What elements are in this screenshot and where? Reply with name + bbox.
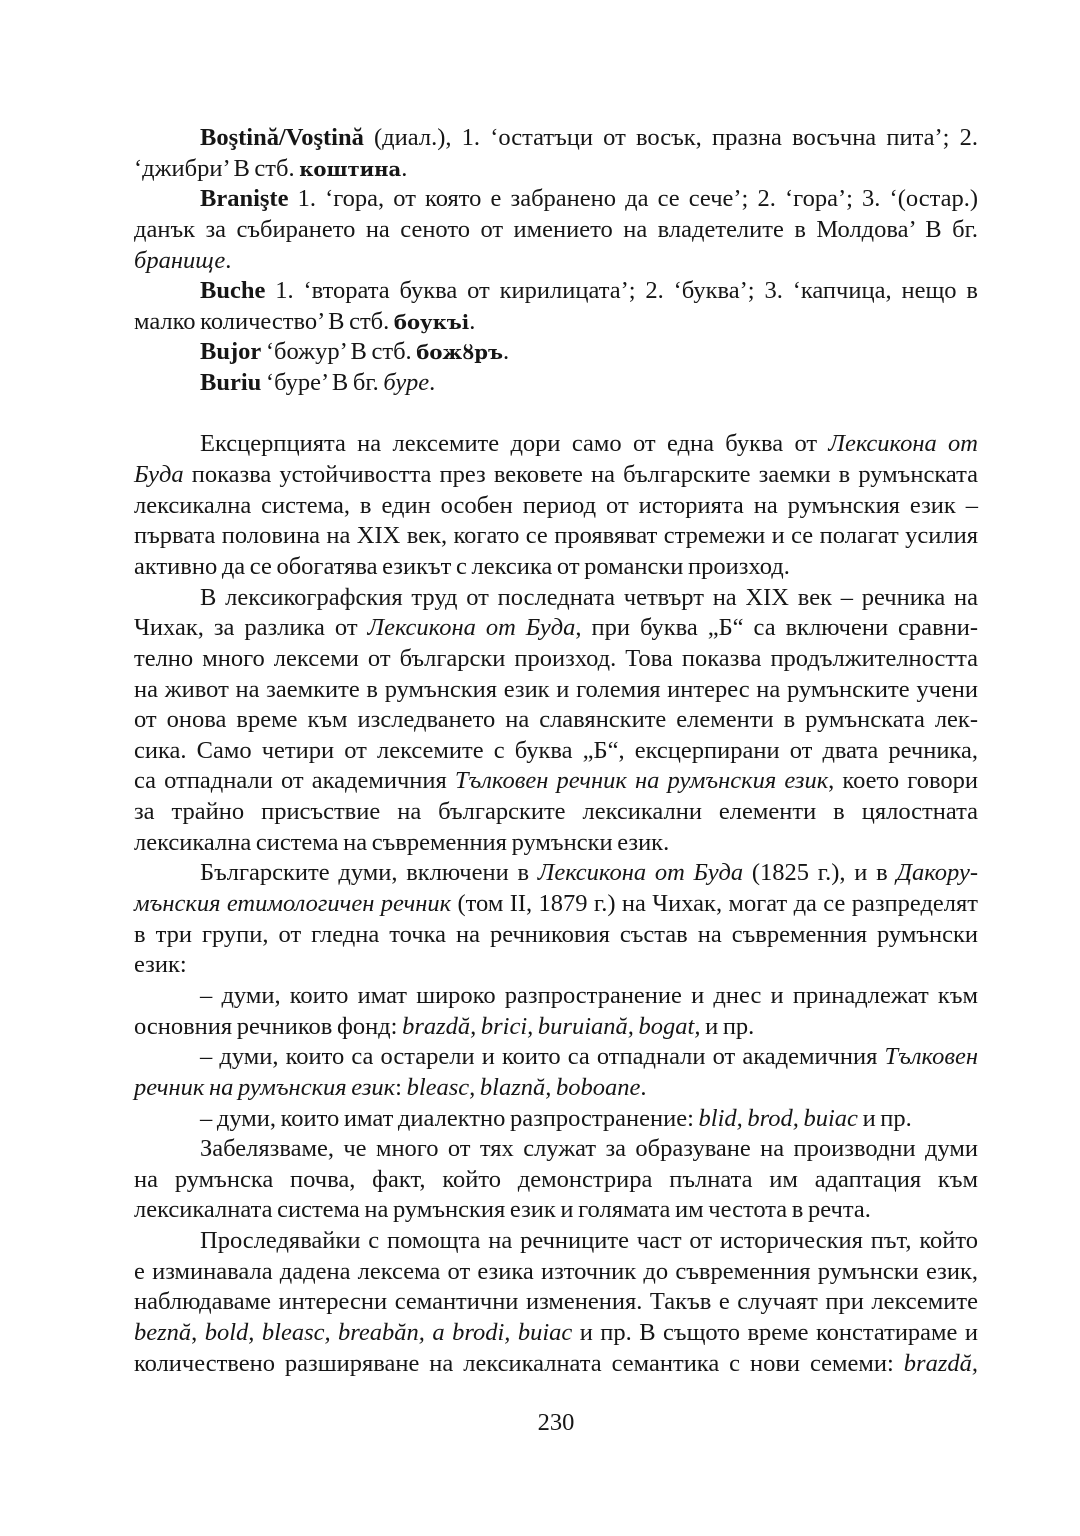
italic-text: Дакору- xyxy=(896,859,978,887)
dictionary-entry xyxy=(134,184,978,276)
paragraph xyxy=(134,1104,978,1135)
old-slavonic-word: коштина xyxy=(299,157,402,181)
text-run: ‘божур’ В стб. xyxy=(261,338,417,366)
text-run: език: xyxy=(134,951,187,979)
text-run: сика. Само четири от лексемите с буква „Б“, ексцерпирани от двата речника, xyxy=(134,736,978,764)
document-page xyxy=(134,123,978,1379)
text-line xyxy=(134,215,978,246)
headword: Buriu xyxy=(200,369,262,397)
italic-text: Тълковен речник на румънския език xyxy=(454,767,829,795)
text-line xyxy=(134,675,978,706)
text-run: 1. ‘гора, от която е забранено да се сече’; 2. ‘гора’; 3. ‘(остар.) xyxy=(288,185,978,213)
text-line xyxy=(134,766,978,797)
text-run: Българските думи, включени в xyxy=(200,859,538,887)
text-run: (диал.), 1. ‘остатъци от восък, празна восъчна пита’; 2. xyxy=(363,124,978,151)
italic-text: bold, bleasc, breabăn, a brodi, buiac xyxy=(204,1318,573,1346)
text-run: за трайно присъствие на българските лексикални елементи в цялостната xyxy=(134,798,978,826)
body-text xyxy=(134,429,978,1379)
text-run: – думи, които имат широко разпространение и днес и принадлежат към xyxy=(200,981,978,1009)
text-run: – думи, които са остарели и които са отпаднали от академичния xyxy=(200,1043,885,1071)
text-line xyxy=(134,184,978,215)
italic-text: Лексикона от Буда xyxy=(367,614,576,642)
dictionary-entries xyxy=(134,123,978,399)
text-run: лексикалната система на румънския език и голямата им честота в речта. xyxy=(134,1196,871,1224)
text-run: лексикална система на съвременния румънски език. xyxy=(134,828,670,856)
dictionary-entry xyxy=(134,337,978,368)
text-run: : xyxy=(395,1073,407,1101)
text-line xyxy=(134,920,978,951)
old-slavonic-word: боукъі xyxy=(393,310,470,334)
text-run: . xyxy=(225,246,232,274)
dictionary-entry xyxy=(134,368,978,399)
text-line xyxy=(134,123,978,154)
italic-text: Тълковен xyxy=(884,1043,978,1071)
text-run: малко количество’ В стб. xyxy=(134,307,394,335)
text-line xyxy=(134,1165,978,1196)
text-run: първата половина на XIX век, когато се проявяват стремежи и се полагат усилия xyxy=(134,522,978,550)
paragraph xyxy=(134,858,978,981)
text-line xyxy=(134,981,978,1012)
italic-text: brazdă, xyxy=(903,1349,978,1377)
italic-text: bleasc, blaznă, boboane xyxy=(406,1073,641,1101)
text-line xyxy=(134,429,978,460)
dictionary-entry xyxy=(134,123,978,184)
italic-text: буре xyxy=(383,369,430,397)
text-line xyxy=(134,521,978,552)
headword: Branişte xyxy=(200,185,289,213)
text-run: телно много лексеми от български произход. Това показва продължителността xyxy=(134,644,978,672)
paragraph xyxy=(134,1134,978,1226)
text-run: . xyxy=(503,338,510,366)
text-run: ‘буре’ В бг. xyxy=(261,369,384,397)
text-run: ‘джибри’ В стб. xyxy=(134,154,300,182)
text-line xyxy=(134,307,978,338)
text-run: наблюдаваме интересни семантични изменения. Такъв е случаят при лексемите xyxy=(134,1288,978,1316)
text-line xyxy=(134,368,978,399)
text-line xyxy=(134,1012,978,1043)
text-run: (1825 г.), и в xyxy=(743,859,897,887)
text-line xyxy=(134,889,978,920)
text-line xyxy=(134,644,978,675)
text-line xyxy=(134,828,978,859)
italic-text: мънския етимологичен речник xyxy=(134,890,452,918)
text-run: Проследявайки с помощта на речниците част от историческия път, който xyxy=(200,1227,978,1255)
text-run: и пр. xyxy=(857,1104,912,1132)
text-run: Чихак, за разлика от xyxy=(134,614,368,642)
headword: Boştină/Voştină xyxy=(200,124,364,151)
text-line xyxy=(134,1226,978,1257)
text-run: са отпаднали от академичния xyxy=(134,767,455,795)
text-line xyxy=(134,705,978,736)
text-line xyxy=(134,583,978,614)
text-line xyxy=(134,491,978,522)
text-run: от онова време към изследването на славянските елементи в румънската лек- xyxy=(134,706,978,734)
text-line xyxy=(134,1073,978,1104)
text-line xyxy=(134,1104,978,1135)
italic-text: бранище xyxy=(134,246,226,274)
text-line xyxy=(134,613,978,644)
paragraph xyxy=(134,1226,978,1379)
dictionary-entry xyxy=(134,276,978,337)
page-number: 230 xyxy=(537,1409,575,1436)
text-run: в три групи, от гледна точка на речниковия състав на съвременния румънски xyxy=(134,920,978,948)
paragraph xyxy=(134,429,978,582)
text-run: показва устойчивостта през вековете на българските заемки в румънската xyxy=(183,461,978,489)
headword: Bujor xyxy=(200,338,262,366)
text-run: 1. ‘втората буква от кирилицата’; 2. ‘буква’; 3. ‘капчица, нещо в xyxy=(265,277,978,305)
text-run: . xyxy=(401,154,408,182)
text-run: Ексцерпцията на лексемите дори само от една буква от xyxy=(200,430,829,458)
text-line xyxy=(134,1134,978,1165)
text-run: – думи, които имат диалектно разпространение: xyxy=(200,1104,699,1132)
text-run: основния речников фонд: xyxy=(134,1012,403,1040)
italic-text: blid, brod, buiac xyxy=(698,1104,858,1132)
italic-text: brazdă, brici, buruiană, bogat, xyxy=(402,1012,701,1040)
text-run: количествено разширяване на лексикалната семантика с нови семеми: xyxy=(134,1349,904,1377)
text-line xyxy=(134,797,978,828)
text-run: на живот на заемките в румънския език и големия интерес на румънските учени xyxy=(134,675,978,703)
text-line xyxy=(134,1318,978,1349)
text-line xyxy=(134,246,978,277)
text-run: , xyxy=(191,1318,205,1346)
text-line xyxy=(134,552,978,583)
text-line xyxy=(134,337,978,368)
italic-text: речник на румънския език xyxy=(134,1073,396,1101)
text-run: , което говори xyxy=(828,767,978,795)
italic-text: Буда xyxy=(134,461,184,489)
paragraph xyxy=(134,1042,978,1103)
text-run: данък за събирането на сеното от имението на владетелите в Молдова’ В бг. xyxy=(134,215,978,243)
text-run: В лексикографския труд от последната четвърт на XIX век – речника на xyxy=(200,583,978,611)
text-line xyxy=(134,858,978,889)
text-run: . xyxy=(640,1073,647,1101)
text-run: , при буква „Б“ са включени сравни- xyxy=(575,614,978,642)
text-run: на румънска почва, факт, който демонстрира пълната им адаптация към xyxy=(134,1165,978,1193)
text-line xyxy=(134,1042,978,1073)
text-run: лексикална система, в един особен период от историята на румънския език – xyxy=(134,491,978,519)
text-line xyxy=(134,950,978,981)
text-line xyxy=(134,1287,978,1318)
italic-text: beznă xyxy=(134,1318,192,1346)
text-line xyxy=(134,1349,978,1380)
text-line xyxy=(134,460,978,491)
text-run: . xyxy=(469,307,476,335)
text-run: активно да се обогатява езикът с лексика от романски произход. xyxy=(134,552,790,580)
paragraph xyxy=(134,583,978,859)
paragraph xyxy=(134,981,978,1042)
text-line xyxy=(134,154,978,185)
text-run: (том II, 1879 г.) на Чихак, могат да се разпределят xyxy=(451,890,978,918)
text-run: и пр. В същото време констатираме и xyxy=(572,1318,978,1346)
text-line xyxy=(134,1195,978,1226)
italic-text: Лексикона от Буда xyxy=(537,859,744,887)
text-run: Забелязваме, че много от тях служат за образуване на производни думи xyxy=(200,1135,978,1163)
text-run: и пр. xyxy=(700,1012,755,1040)
headword: Buche xyxy=(200,277,266,305)
text-run: е изминавала дадена лексема от езика източник до съвременния румънски език, xyxy=(134,1257,978,1285)
text-line xyxy=(134,1257,978,1288)
italic-text: Лексикона от xyxy=(828,430,978,458)
text-line xyxy=(134,276,978,307)
old-slavonic-word: божȣръ xyxy=(416,341,504,365)
text-line xyxy=(134,736,978,767)
text-run: . xyxy=(429,369,436,397)
